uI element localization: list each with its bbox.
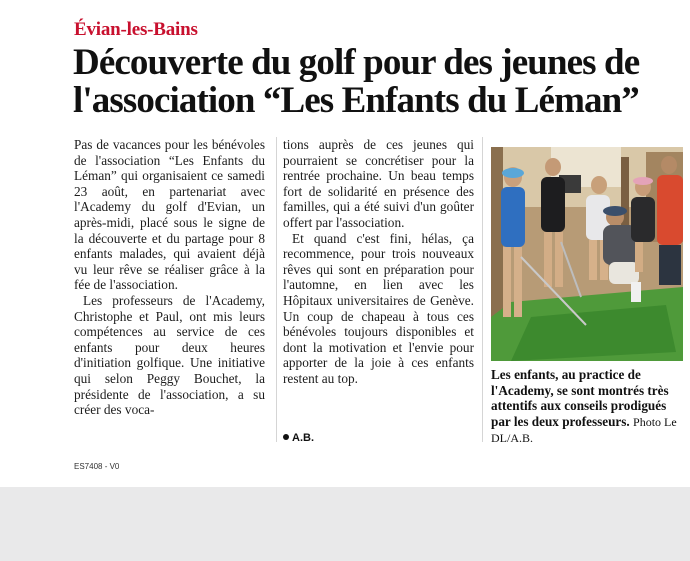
golf-practice-photo [491,147,683,361]
column-divider [276,137,277,442]
caption-text: Les enfants, au practice de l'Academy, se sont montrés très attentifs aux conseils prodigués par les deux professeurs. [491,367,669,429]
bottom-gray-band [0,487,690,561]
article-photo [491,147,683,361]
paragraph-3: tions auprès de ces jeunes qui pourraient se concrétiser pour la rentrée prochaine. Un beau temps fort de solidarité en présence des familles, qui a été suivi d'un goûter offert par l'association. [283,137,474,230]
author-signature [283,432,314,444]
signature-text: A.B. [292,432,314,444]
bullet-icon [283,434,289,440]
column-divider-2 [482,137,483,442]
photo-credit: Photo Le DL/A.B. [491,414,677,442]
paragraph-4: Et quand c'est fini, hélas, ça recommence, pour trois nouveaux rêves qui sont en préparation pour l'automne, en lien avec les Hôpitaux universitaires de Genève. Un coup de chapeau à tous ces bénévoles toujours disponibles et dont la motivation et l'envie pour apporter de la joie à ces enfants restent au top. [283,230,474,386]
photo-caption [491,367,683,442]
article-column-2 [283,137,474,441]
location-kicker: Évian-les-Bains [74,19,198,40]
headline-line-2: l'association “Les Enfants du Léman” [73,80,639,121]
edition-code: ES7408 - V0 [74,462,120,471]
paragraph-1: Pas de vacances pour les bénévoles de l'association “Les Enfants du Léman” qui organisaient ce samedi 23 août, en partenariat avec l'Academy du golf d'Evian, un après-midi, placé sous le signe de la découverte et du partage pour 8 enfants malades, qui avaient déjà vu leur rêve se réaliser grâce à la fée de l'association. [74,137,265,293]
paragraph-2: Les professeurs de l'Academy, Christophe et Paul, ont mis leurs compétences au service de ces enfants pour deux heures d'initiation golfique. Une initiative qui selon Peggy Bouchet, la présidente de l'association, a su créer des voca- [74,292,265,418]
article-headline [73,44,688,120]
article-column-1 [74,137,265,441]
headline-line-1: Découverte du golf pour des jeunes de [73,42,640,83]
